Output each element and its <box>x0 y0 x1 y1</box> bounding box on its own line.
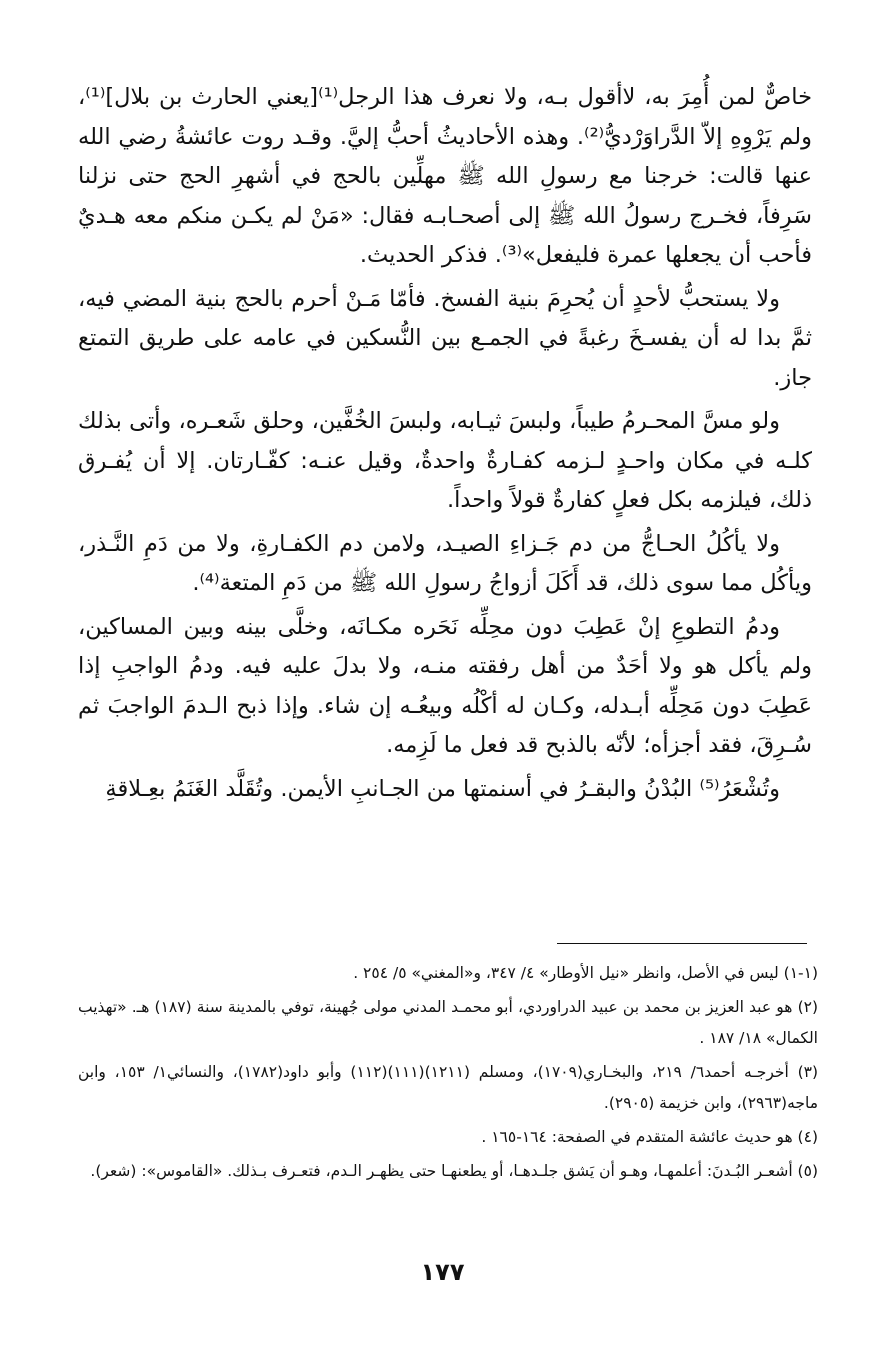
paragraph: ولا يأكُلُ الحـاجُّ من دم جَـزاءِ الصيـد، ولامن دم الكفـارةِ، ولا من دَمِ النَّـذر، ويأكُل مما سوى ذلك، قد أَكَلَ أزواجُ رسولِ الله ﷺ من دَمِ المتعة⁽⁴⁾. <box>78 530 812 596</box>
page-number: ١٧٧ <box>420 1258 465 1286</box>
main-text <box>78 78 812 813</box>
paragraph: ولو مسَّ المحـرمُ طيباً، ولبسَ ثيـابه، ولبسَ الخُفَّين، وحلق شَعـره، وأتى بذلك كلـه في مكان واحـدٍ لـزمه كفـارةٌ واحدةٌ، وقيل عنـه: كفّـارتان. إلا أن يُفـرق ذلك، فيلزمه بكل فعلٍ كفارةٌ قولاً واحداً. <box>78 408 812 513</box>
footnote: (٥) أشعـر البُـدنَ: أعلمهـا، وهـو أن يَشق جلـدهـا، أو يطعنهـا حتى يظهـر الـدم، فتعـرف بـذلك. «القاموس»: (شعر). <box>90 1162 818 1180</box>
paragraph: ولا يستحبُّ لأحدٍ أن يُحرِمَ بنية الفسخ. فأمّا مَـنْ أحرم بالحج بنية المضي فيه، ثمَّ بدا له أن يفسـخَ رغبةً في الجمـع بين النُّسكين في عامه على طريق التمتع جاز. <box>78 285 812 391</box>
footnote: (٣) أخرجـه أحمد٦/ ٢١٩، والبخـاري(١٧٠٩)، ومسلم (١٢١١)(١١١)(١١٢) وأبو داود(١٧٨٢)، والنسائي١/ ١٥٣، وابن ماجه(٢٩٦٣)، وابن خزيمة (٢٩٠٥). <box>78 1063 819 1112</box>
footnote: (١-١) ليس في الأصل، وانظر «نيل الأوطار» ٤/ ٣٤٧، و«المغني» ٥/ ٢٥٤ . <box>353 964 818 982</box>
footnotes <box>78 958 818 1190</box>
footnote: (٤) هو حديث عائشة المتقدم في الصفحة: ١٦٤-١٦٥ . <box>481 1128 818 1146</box>
footnote: (٢) هو عبد العزيز بن محمد بن عبيد الدراوردي، أبو محمـد المدني مولى جُهينة، توفي بالمدينة سنة (١٨٧) هـ. «تهذيب الكمال» ١٨/ ١٨٧ . <box>78 998 819 1047</box>
footnote-separator <box>557 943 807 944</box>
paragraph: وتُشْعَرُ⁽⁵⁾ البُدْنُ والبقـرُ في أسنمتها من الجـانبِ الأيمن. وتُقَلَّد الغَنَمُ بعِـلاقةِ <box>105 775 780 802</box>
paragraph: خاصٌّ لمن أُمِرَ به، لاأقول بـه، ولا نعرف هذا الرجل⁽¹⁾[يعني الحارث بن بلال]⁽¹⁾، ولم يَرْوِهِ إلاّ الدَّراوَرْديُّ⁽²⁾. وهذه الأحاديثُ أحبُّ إليَّ. وقـد روت عائشةُ رضي الله عنها قالت: خرجنا مع رسولِ الله ﷺ مهلِّين بالحج في أشهرِ الحج حتى نزلنا سَرِفاً، فخـرج رسولُ الله ﷺ إلى أصحـابـه فقال: «مَنْ لم يكـن منكم معه هـديٌ فأحب أن يجعلها عمرة فليفعل»⁽³⁾. فذكر الحديث. <box>78 84 812 268</box>
paragraph: ودمُ التطوعِ إنْ عَطِبَ دون محِلِّه نَحَره مكـانَه، وخلَّى بينه وبين المساكين، ولم يأكل هو ولا أحَدٌ من أهل رفقته منـه، ولا بدلَ عليه فيه. ودمُ الواجبِ إذا عَطِبَ دون مَحِلِّه أبـدله، وكـان له أكْلُه وبيعُـه إن شاء. وإذا ذبح الـدمَ الواجبَ ثم سُـرِقَ، فقد أجزأه؛ لأنّه بالذبح قد فعل ما لَزِمه. <box>78 613 812 758</box>
